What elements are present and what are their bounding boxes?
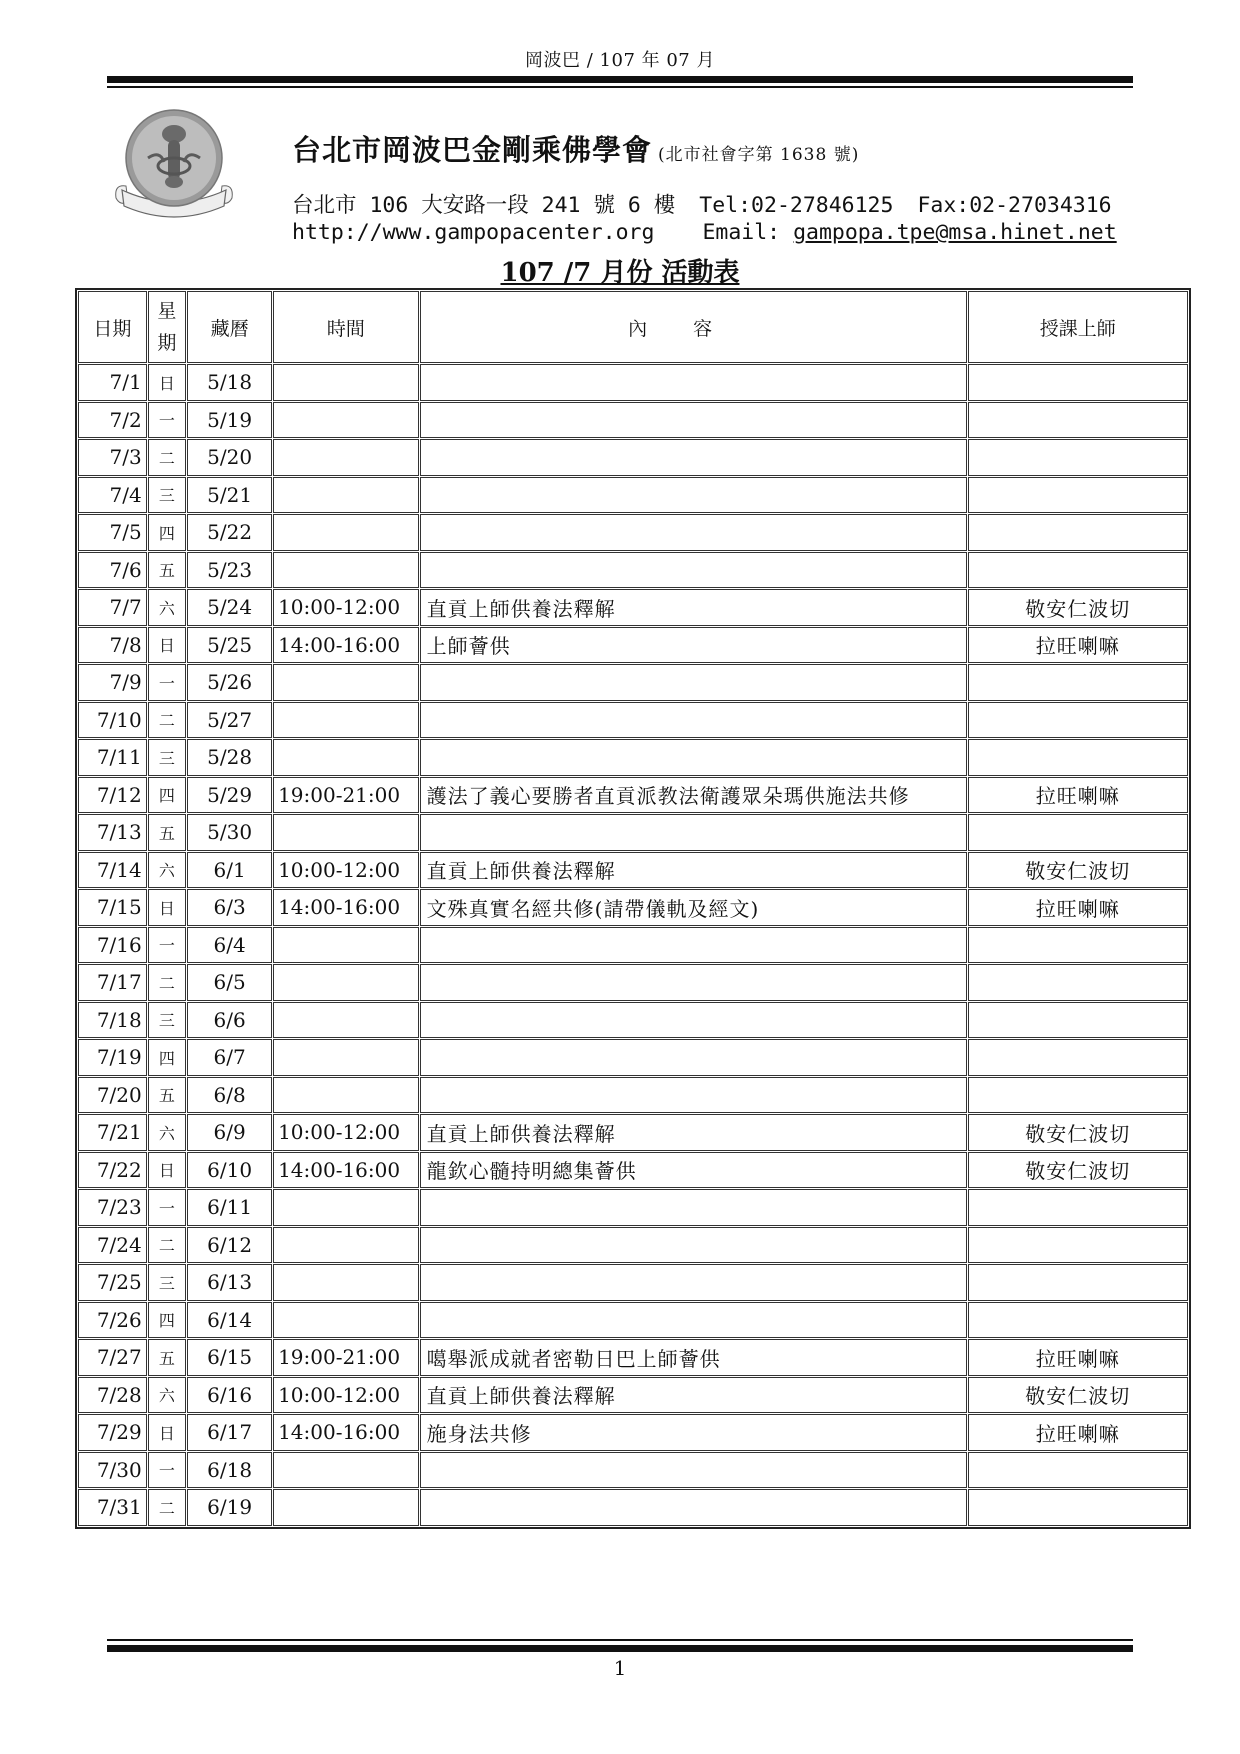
- cell-content: 文殊真實名經共修(請帶儀軌及經文): [420, 889, 967, 926]
- cell-lunar-date: 6/8: [187, 1077, 272, 1114]
- table-row: [78, 1264, 1188, 1301]
- cell-date: 7/2: [78, 402, 147, 439]
- table-row: [78, 402, 1188, 439]
- cell-lunar-date: 6/9: [187, 1114, 272, 1151]
- cell-date: 7/5: [78, 514, 147, 551]
- cell-day-of-week: 四: [148, 777, 186, 814]
- cell-teacher: [968, 1039, 1188, 1076]
- cell-teacher: [968, 814, 1188, 851]
- footer-rule-thin: [107, 1639, 1133, 1641]
- cell-lunar-date: 6/6: [187, 1002, 272, 1039]
- cell-day-of-week: 二: [148, 702, 186, 739]
- table-row: [78, 1189, 1188, 1226]
- cell-lunar-date: 6/19: [187, 1489, 272, 1526]
- cell-date: 7/15: [78, 889, 147, 926]
- cell-lunar-date: 6/11: [187, 1189, 272, 1226]
- cell-teacher: [968, 402, 1188, 439]
- cell-date: 7/6: [78, 552, 147, 589]
- cell-time: [273, 739, 419, 776]
- cell-day-of-week: 日: [148, 1152, 186, 1189]
- cell-date: 7/30: [78, 1452, 147, 1489]
- cell-lunar-date: 5/29: [187, 777, 272, 814]
- cell-time: 19:00-21:00: [273, 1339, 419, 1376]
- cell-teacher: [968, 1227, 1188, 1264]
- cell-lunar-date: 5/23: [187, 552, 272, 589]
- cell-time: [273, 1039, 419, 1076]
- cell-lunar-date: 5/21: [187, 477, 272, 514]
- cell-content: [420, 1039, 967, 1076]
- cell-teacher: [968, 664, 1188, 701]
- cell-day-of-week: 五: [148, 814, 186, 851]
- cell-time: [273, 702, 419, 739]
- cell-day-of-week: 二: [148, 439, 186, 476]
- cell-teacher: [968, 927, 1188, 964]
- table-row: [78, 1002, 1188, 1039]
- cell-time: [273, 1452, 419, 1489]
- cell-lunar-date: 6/3: [187, 889, 272, 926]
- cell-teacher: [968, 702, 1188, 739]
- cell-time: [273, 402, 419, 439]
- cell-lunar-date: 5/30: [187, 814, 272, 851]
- header-dow-bottom: 期: [157, 332, 177, 354]
- cell-teacher: 敬安仁波切: [968, 1377, 1188, 1414]
- cell-lunar-date: 6/12: [187, 1227, 272, 1264]
- cell-day-of-week: 二: [148, 1489, 186, 1526]
- cell-teacher: 拉旺喇嘛: [968, 777, 1188, 814]
- telephone: Tel:02-27846125: [699, 193, 894, 218]
- cell-day-of-week: 二: [148, 964, 186, 1001]
- organization-logo-icon: [108, 106, 240, 224]
- table-row: [78, 552, 1188, 589]
- cell-teacher: [968, 1002, 1188, 1039]
- cell-day-of-week: 日: [148, 627, 186, 664]
- cell-time: [273, 1002, 419, 1039]
- cell-teacher: [968, 1264, 1188, 1301]
- table-row: [78, 964, 1188, 1001]
- email-link[interactable]: gampopa.tpe@msa.hinet.net: [793, 220, 1117, 245]
- cell-content: [420, 702, 967, 739]
- fax: Fax:02-27034316: [917, 193, 1112, 218]
- cell-content: 施身法共修: [420, 1414, 967, 1451]
- cell-time: [273, 1077, 419, 1114]
- cell-time: [273, 477, 419, 514]
- cell-content: [420, 402, 967, 439]
- email-label: Email:: [702, 220, 781, 245]
- cell-date: 7/29: [78, 1414, 147, 1451]
- table-row: [78, 739, 1188, 776]
- cell-time: 10:00-12:00: [273, 852, 419, 889]
- cell-day-of-week: 五: [148, 1077, 186, 1114]
- cell-lunar-date: 5/24: [187, 589, 272, 626]
- cell-time: 10:00-12:00: [273, 1114, 419, 1151]
- cell-teacher: [968, 1302, 1188, 1339]
- cell-day-of-week: 六: [148, 1377, 186, 1414]
- cell-content: [420, 739, 967, 776]
- table-row: [78, 1039, 1188, 1076]
- cell-time: [273, 364, 419, 401]
- cell-date: 7/28: [78, 1377, 147, 1414]
- cell-time: [273, 552, 419, 589]
- cell-time: [273, 514, 419, 551]
- cell-date: 7/20: [78, 1077, 147, 1114]
- cell-date: 7/27: [78, 1339, 147, 1376]
- cell-teacher: [968, 477, 1188, 514]
- cell-lunar-date: 6/18: [187, 1452, 272, 1489]
- header-rule-thick: [107, 76, 1133, 83]
- cell-content: 上師薈供: [420, 627, 967, 664]
- cell-teacher: 拉旺喇嘛: [968, 1414, 1188, 1451]
- cell-day-of-week: 四: [148, 1039, 186, 1076]
- cell-time: [273, 1189, 419, 1226]
- cell-day-of-week: 六: [148, 852, 186, 889]
- cell-date: 7/7: [78, 589, 147, 626]
- table-row: [78, 702, 1188, 739]
- table-row: [78, 1489, 1188, 1526]
- cell-content: 直貢上師供養法釋解: [420, 1114, 967, 1151]
- cell-date: 7/18: [78, 1002, 147, 1039]
- organization-heading: [292, 128, 859, 169]
- cell-content: 直貢上師供養法釋解: [420, 1377, 967, 1414]
- cell-time: 10:00-12:00: [273, 1377, 419, 1414]
- cell-date: 7/26: [78, 1302, 147, 1339]
- cell-day-of-week: 三: [148, 477, 186, 514]
- cell-time: 14:00-16:00: [273, 1414, 419, 1451]
- cell-day-of-week: 六: [148, 1114, 186, 1151]
- cell-day-of-week: 一: [148, 664, 186, 701]
- table-row: [78, 364, 1188, 401]
- table-row: [78, 777, 1188, 814]
- table-row: [78, 1414, 1188, 1451]
- cell-day-of-week: 一: [148, 1452, 186, 1489]
- cell-date: 7/16: [78, 927, 147, 964]
- cell-teacher: [968, 552, 1188, 589]
- header-rule-thin: [107, 86, 1133, 88]
- cell-day-of-week: 一: [148, 402, 186, 439]
- cell-content: [420, 1002, 967, 1039]
- cell-lunar-date: 6/5: [187, 964, 272, 1001]
- cell-time: 14:00-16:00: [273, 1152, 419, 1189]
- cell-date: 7/10: [78, 702, 147, 739]
- cell-date: 7/14: [78, 852, 147, 889]
- cell-date: 7/21: [78, 1114, 147, 1151]
- cell-content: [420, 1452, 967, 1489]
- cell-teacher: 拉旺喇嘛: [968, 627, 1188, 664]
- cell-teacher: 敬安仁波切: [968, 1152, 1188, 1189]
- cell-lunar-date: 6/7: [187, 1039, 272, 1076]
- table-row: [78, 627, 1188, 664]
- page-number: 1: [613, 1656, 627, 1680]
- cell-teacher: [968, 514, 1188, 551]
- cell-teacher: 拉旺喇嘛: [968, 1339, 1188, 1376]
- cell-date: 7/22: [78, 1152, 147, 1189]
- table-row: [78, 852, 1188, 889]
- page-title: 107 /7 月份 活動表: [500, 258, 740, 288]
- cell-content: [420, 1189, 967, 1226]
- cell-content: [420, 664, 967, 701]
- contact-line-address: [292, 188, 1112, 219]
- cell-date: 7/19: [78, 1039, 147, 1076]
- header-lunar-date: 藏曆: [187, 291, 272, 363]
- cell-lunar-date: 5/28: [187, 739, 272, 776]
- cell-teacher: 敬安仁波切: [968, 1114, 1188, 1151]
- cell-day-of-week: 三: [148, 739, 186, 776]
- cell-date: 7/25: [78, 1264, 147, 1301]
- table-header-row: [78, 291, 1188, 363]
- header-time: 時間: [273, 291, 419, 363]
- cell-lunar-date: 6/10: [187, 1152, 272, 1189]
- cell-time: [273, 814, 419, 851]
- website-link[interactable]: http://www.gampopacenter.org: [292, 220, 655, 245]
- cell-content: [420, 477, 967, 514]
- cell-teacher: [968, 364, 1188, 401]
- cell-teacher: [968, 1489, 1188, 1526]
- cell-date: 7/3: [78, 439, 147, 476]
- cell-teacher: 敬安仁波切: [968, 852, 1188, 889]
- cell-teacher: [968, 1189, 1188, 1226]
- table-row: [78, 1114, 1188, 1151]
- table-row: [78, 664, 1188, 701]
- address: 台北市 106 大安路一段 241 號 6 樓: [292, 193, 676, 218]
- cell-time: 10:00-12:00: [273, 589, 419, 626]
- cell-content: 龍欽心髓持明總集薈供: [420, 1152, 967, 1189]
- cell-lunar-date: 6/15: [187, 1339, 272, 1376]
- cell-content: [420, 1227, 967, 1264]
- table-row: [78, 1077, 1188, 1114]
- cell-day-of-week: 四: [148, 514, 186, 551]
- table-row: [78, 439, 1188, 476]
- cell-time: 14:00-16:00: [273, 889, 419, 926]
- cell-date: 7/17: [78, 964, 147, 1001]
- header-day-of-week: [148, 291, 186, 363]
- cell-teacher: 敬安仁波切: [968, 589, 1188, 626]
- table-row: [78, 589, 1188, 626]
- cell-date: 7/8: [78, 627, 147, 664]
- table-row: [78, 814, 1188, 851]
- table-row: [78, 1339, 1188, 1376]
- cell-date: 7/24: [78, 1227, 147, 1264]
- cell-content: 噶舉派成就者密勒日巴上師薈供: [420, 1339, 967, 1376]
- table-row: [78, 1152, 1188, 1189]
- running-head: 岡波巴 / 107 年 07 月: [525, 50, 715, 71]
- cell-time: [273, 439, 419, 476]
- cell-time: [273, 1302, 419, 1339]
- cell-date: 7/31: [78, 1489, 147, 1526]
- cell-teacher: [968, 439, 1188, 476]
- cell-lunar-date: 6/1: [187, 852, 272, 889]
- cell-content: [420, 514, 967, 551]
- cell-content: [420, 1302, 967, 1339]
- cell-lunar-date: 6/16: [187, 1377, 272, 1414]
- cell-day-of-week: 日: [148, 364, 186, 401]
- cell-lunar-date: 5/22: [187, 514, 272, 551]
- table-row: [78, 1302, 1188, 1339]
- header-dow-top: 星: [157, 299, 177, 322]
- organization-registration: (北市社會字第 1638 號): [658, 145, 860, 165]
- cell-date: 7/23: [78, 1189, 147, 1226]
- cell-date: 7/13: [78, 814, 147, 851]
- activity-schedule-table: [75, 288, 1191, 1529]
- cell-time: [273, 1264, 419, 1301]
- cell-lunar-date: 5/20: [187, 439, 272, 476]
- table-row: [78, 1227, 1188, 1264]
- cell-time: [273, 1227, 419, 1264]
- cell-lunar-date: 5/19: [187, 402, 272, 439]
- cell-content: [420, 552, 967, 589]
- cell-content: [420, 1489, 967, 1526]
- cell-teacher: [968, 739, 1188, 776]
- table-row: [78, 514, 1188, 551]
- cell-teacher: [968, 1452, 1188, 1489]
- cell-lunar-date: 5/26: [187, 664, 272, 701]
- cell-lunar-date: 5/18: [187, 364, 272, 401]
- header-date: 日期: [78, 291, 147, 363]
- cell-teacher: [968, 1077, 1188, 1114]
- cell-lunar-date: 5/27: [187, 702, 272, 739]
- contact-line-web: [292, 220, 1117, 245]
- cell-date: 7/11: [78, 739, 147, 776]
- cell-content: 直貢上師供養法釋解: [420, 589, 967, 626]
- cell-content: 直貢上師供養法釋解: [420, 852, 967, 889]
- cell-teacher: [968, 964, 1188, 1001]
- table-row: [78, 1377, 1188, 1414]
- cell-content: 護法了義心要勝者直貢派教法衛護眾朵瑪供施法共修: [420, 777, 967, 814]
- cell-day-of-week: 日: [148, 889, 186, 926]
- table-row: [78, 889, 1188, 926]
- cell-day-of-week: 三: [148, 1002, 186, 1039]
- cell-lunar-date: 6/17: [187, 1414, 272, 1451]
- header-teacher: 授課上師: [968, 291, 1188, 363]
- table-row: [78, 477, 1188, 514]
- cell-day-of-week: 三: [148, 1264, 186, 1301]
- cell-time: [273, 964, 419, 1001]
- cell-lunar-date: 6/13: [187, 1264, 272, 1301]
- cell-lunar-date: 5/25: [187, 627, 272, 664]
- cell-time: [273, 927, 419, 964]
- cell-day-of-week: 五: [148, 1339, 186, 1376]
- cell-day-of-week: 六: [148, 589, 186, 626]
- cell-time: [273, 664, 419, 701]
- cell-content: [420, 964, 967, 1001]
- cell-content: [420, 1264, 967, 1301]
- cell-content: [420, 439, 967, 476]
- cell-day-of-week: 四: [148, 1302, 186, 1339]
- cell-time: 19:00-21:00: [273, 777, 419, 814]
- cell-date: 7/4: [78, 477, 147, 514]
- cell-date: 7/9: [78, 664, 147, 701]
- table-row: [78, 1452, 1188, 1489]
- cell-day-of-week: 二: [148, 1227, 186, 1264]
- schedule-body: [78, 364, 1188, 1526]
- cell-date: 7/1: [78, 364, 147, 401]
- cell-content: [420, 927, 967, 964]
- cell-date: 7/12: [78, 777, 147, 814]
- footer-rule-thick: [107, 1645, 1133, 1652]
- cell-time: [273, 1489, 419, 1526]
- header-content: 內容: [420, 291, 967, 363]
- cell-day-of-week: 日: [148, 1414, 186, 1451]
- cell-content: [420, 364, 967, 401]
- table-row: [78, 927, 1188, 964]
- cell-day-of-week: 一: [148, 927, 186, 964]
- organization-name: 台北市岡波巴金剛乘佛學會: [292, 133, 653, 167]
- cell-day-of-week: 一: [148, 1189, 186, 1226]
- cell-time: 14:00-16:00: [273, 627, 419, 664]
- cell-lunar-date: 6/14: [187, 1302, 272, 1339]
- cell-content: [420, 814, 967, 851]
- cell-day-of-week: 五: [148, 552, 186, 589]
- cell-content: [420, 1077, 967, 1114]
- cell-lunar-date: 6/4: [187, 927, 272, 964]
- cell-teacher: 拉旺喇嘛: [968, 889, 1188, 926]
